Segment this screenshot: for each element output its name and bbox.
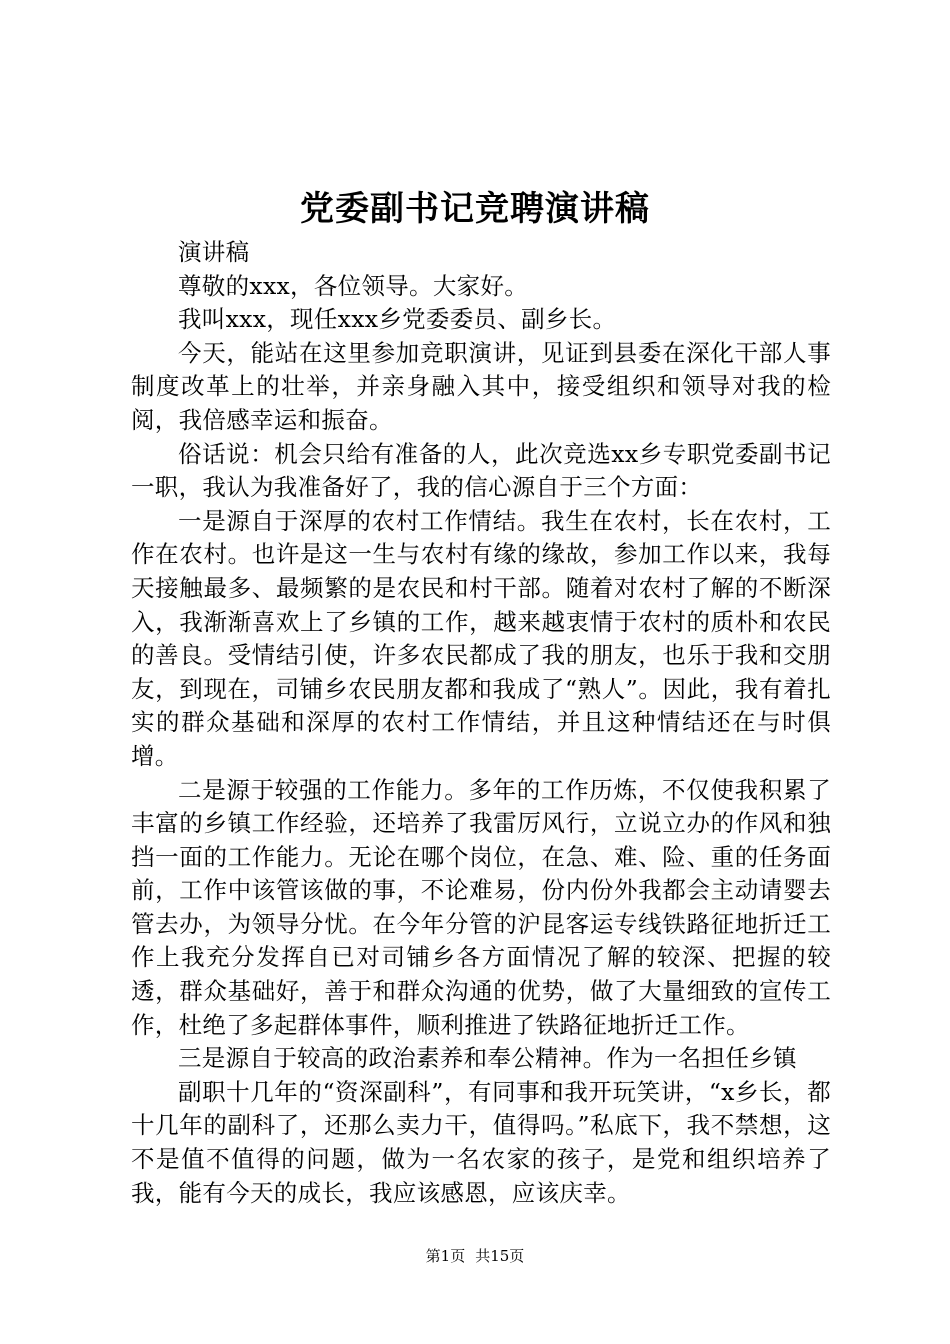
page-footer — [0, 1244, 950, 1268]
paragraph-self-introduction: 我叫xxx，现任xxx乡党委委员、副乡长。 — [178, 305, 617, 334]
paragraph-heading-label: 演讲稿 — [178, 238, 250, 266]
page-number: 第1页 — [425, 1247, 466, 1265]
paragraph-point-one: 一是源自于深厚的农村工作情结。我生在农村，长在农村，工作在农村。也许是这一生与农村有缘的缘故，参加工作以来，我每天接触最多、最频繁的是农民和村干部。随着对农村了解的不断深入，我渐渐喜欢上了乡镇的工作，越来越衷情于农村的质朴和农民的善良。受情结引使，许多农民都成了我的朋友，也乐于我和交朋友，到现在，司铺乡农民朋友都和我成了“熟人”。因此，我有着扎实的群众基础和深厚的农村工作情结，并且这种情结还在与时俱增。 — [131, 506, 831, 770]
paragraph-point-two: 二是源于较强的工作能力。多年的工作历炼，不仅使我积累了丰富的乡镇工作经验，还培养了我雷厉风行，立说立办的作风和独挡一面的工作能力。无论在哪个岗位，在急、难、险、重的任务面前，工作中该管该做的事，不论难易，份内份外我都会主动请婴去管去办，为领导分忧。在今年分管的沪昆客运专线铁路征地折迁工作上我充分发挥自已对司铺乡各方面情况了解的较深、把握的较透，群众基础好，善于和群众沟通的优势，做了大量细致的宣传工作，杜绝了多起群体事件，顺利推进了铁路征地折迁工作。 — [131, 775, 831, 1039]
paragraph-continuation: 副职十几年的“资深副科”，有同事和我开玩笑讲，“x乡长，都十几年的副科了，还那么卖力干，值得吗。”私底下，我不禁想，这不是值不值得的问题，做为一名农家的孩子，是党和组织培养了我，能有今天的成长，我应该感恩，应该庆幸。 — [131, 1077, 831, 1207]
document-body — [131, 236, 831, 1210]
paragraph-opening: 今天，能站在这里参加竞职演讲，见证到县委在深化干部人事制度改革上的壮举，并亲身融入其中，接受组织和领导对我的检阅，我倍感幸运和振奋。 — [131, 338, 831, 434]
paragraph-point-three: 三是源自于较高的政治素养和奉公精神。作为一名担任乡镇 — [178, 1044, 797, 1073]
document-title: 党委副书记竞聘演讲稿 — [300, 189, 650, 229]
paragraph-salutation: 尊敬的xxx，各位领导。大家好。 — [178, 271, 529, 300]
paragraph-confidence: 俗话说：机会只给有准备的人，此次竞选xx乡专职党委副书记一职，我认为我准备好了，我的信心源自于三个方面： — [131, 439, 831, 502]
page-total: 共15页 — [475, 1247, 525, 1265]
